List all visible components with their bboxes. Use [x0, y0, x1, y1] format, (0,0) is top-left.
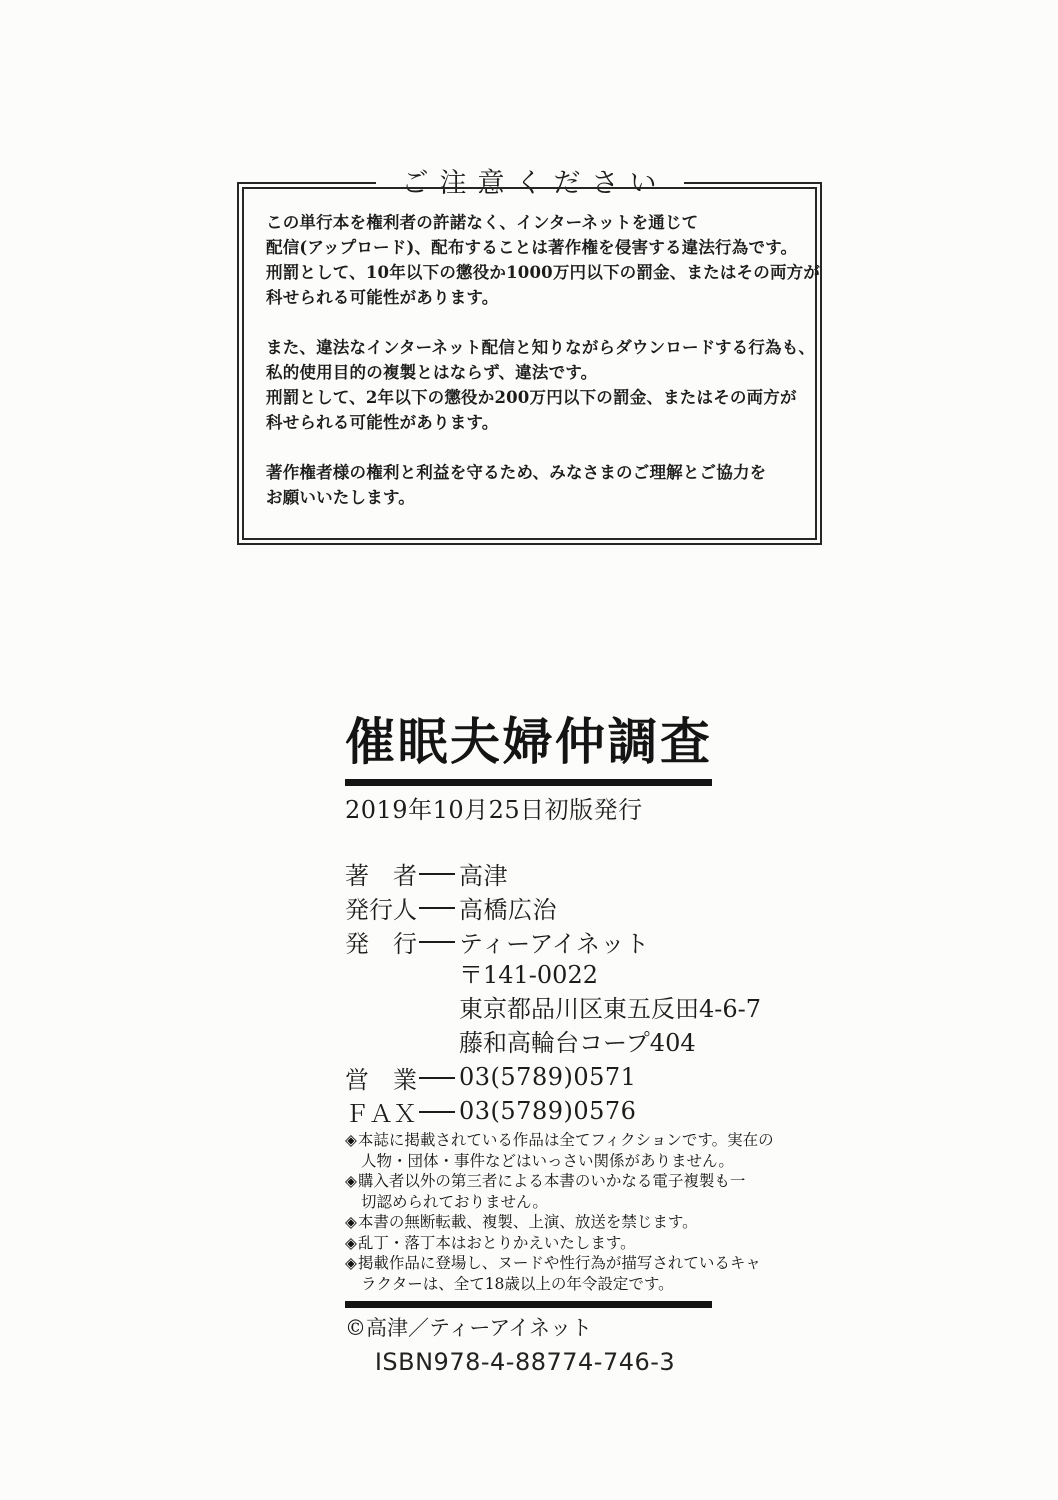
- note-text: 本誌に掲載されている作品は全てフィクションです。実在の: [357, 1131, 774, 1149]
- credit-row-publisher-person: [345, 890, 785, 924]
- copyright-line: ©高津／ティーアイネット: [345, 1316, 593, 1340]
- credit-value: 高津: [459, 861, 508, 890]
- note-text: 掲載作品に登場し、ヌードや性行為が描写されているキャ: [357, 1254, 761, 1272]
- notice-paragraph-1: [266, 210, 821, 310]
- leader-line: [419, 1111, 455, 1113]
- note-text: 乱丁・落丁本はおとりかえいたします。: [357, 1233, 636, 1252]
- contact-row-sales: [345, 1060, 785, 1094]
- legal-notes: [345, 1130, 785, 1294]
- contact-row-fax: [345, 1094, 785, 1128]
- note-item: [345, 1212, 785, 1233]
- address-line: 藤和高輪台コープ404: [459, 1029, 696, 1057]
- notice-line: 配信(アップロード)、配布することは著作権を侵害する違法行為です。: [266, 238, 798, 257]
- notice-line: 刑罰として、2年以下の懲役か200万円以下の罰金、またはその両方が: [266, 388, 797, 407]
- note-text: 購入者以外の第三者による本書のいかなる電子複製も一: [357, 1172, 746, 1190]
- notice-line: 科せられる可能性があります。: [266, 413, 499, 432]
- credit-row-author: [345, 856, 785, 890]
- note-text: 本書の無断転載、複製、上演、放送を禁じます。: [357, 1213, 698, 1231]
- note-text: 人物・団体・事件などはいっさい関係がありません。: [361, 1151, 734, 1170]
- postal-code: 〒141-0022: [459, 961, 598, 989]
- contact-value: 03(5789)0576: [459, 1097, 637, 1125]
- bottom-rule: [345, 1301, 712, 1308]
- diamond-bullet-icon: ◈: [345, 1233, 357, 1252]
- contacts-list: [345, 1060, 785, 1128]
- diamond-bullet-icon: ◈: [345, 1254, 357, 1272]
- diamond-bullet-icon: ◈: [345, 1172, 357, 1190]
- notice-line: お願いいたします。: [266, 488, 415, 507]
- leader-line: [419, 941, 455, 943]
- book-title: 催眠夫婦仲調査: [345, 712, 713, 771]
- notice-line: 著作権者様の権利と利益を守るため、みなさまのご理解とご協力を: [266, 463, 767, 482]
- address-line: 東京都品川区東五反田4-6-7: [459, 995, 762, 1023]
- notice-paragraph-3: [266, 460, 809, 510]
- notice-body: [242, 187, 821, 540]
- isbn: ISBN978-4-88774-746-3: [374, 1348, 676, 1376]
- notice-line: 私的使用目的の複製とはならず、違法です。: [266, 363, 598, 382]
- notice-line: 刑罰として、10年以下の懲役か1000万円以下の罰金、またはその両方が: [266, 263, 821, 282]
- credit-label: 発 行: [345, 929, 417, 958]
- diamond-bullet-icon: ◈: [345, 1131, 357, 1149]
- contact-label: ＦＡＸ: [345, 1099, 417, 1128]
- credit-value: ティーアイネット: [459, 929, 650, 958]
- diamond-bullet-icon: ◈: [345, 1213, 357, 1231]
- note-text: ラクターは、全て18歳以上の年令設定です。: [361, 1274, 674, 1293]
- note-item: [345, 1130, 785, 1171]
- note-item: [345, 1233, 785, 1254]
- credit-value: 高橋広治: [459, 895, 557, 924]
- leader-line: [419, 907, 455, 909]
- notice-line: 科せられる可能性があります。: [266, 288, 499, 307]
- edition-date: 2019年10月25日初版発行: [345, 796, 643, 824]
- note-item: [345, 1171, 785, 1212]
- notice-paragraph-2: [266, 335, 816, 435]
- credit-label: 著 者: [345, 861, 417, 890]
- notice-title: ご注意ください: [376, 168, 684, 200]
- leader-line: [419, 873, 455, 875]
- contact-value: 03(5789)0571: [459, 1063, 637, 1091]
- notice-line: この単行本を権利者の許諾なく、インターネットを通じて: [266, 213, 699, 232]
- publisher-address: [459, 958, 785, 1060]
- contact-label: 営 業: [345, 1065, 417, 1094]
- note-text: 切認められておりません。: [361, 1192, 548, 1211]
- credit-label: 発行人: [345, 895, 417, 924]
- notice-line: また、違法なインターネット配信と知りながらダウンロードする行為も、: [266, 338, 816, 357]
- credit-row-publisher: [345, 924, 785, 958]
- note-item: [345, 1253, 785, 1294]
- leader-line: [419, 1077, 455, 1079]
- copyright-notice-box: [237, 168, 822, 545]
- credits-list: [345, 856, 785, 958]
- colophon: [345, 710, 785, 1378]
- title-rule: [345, 779, 712, 786]
